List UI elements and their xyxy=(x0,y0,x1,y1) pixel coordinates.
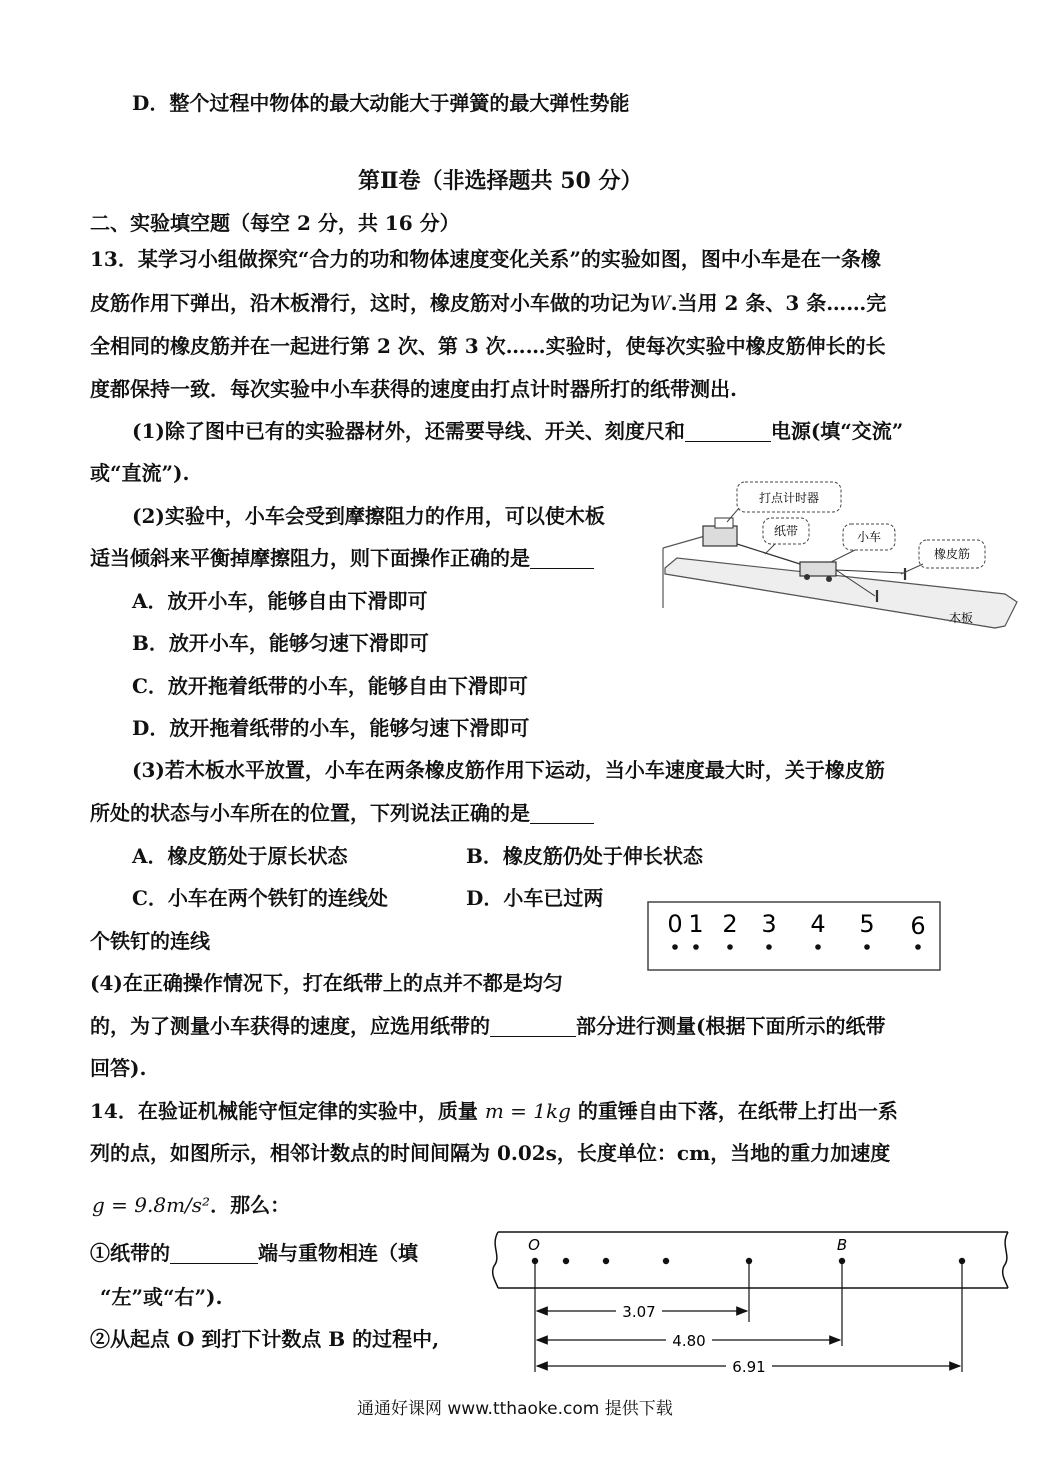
tape1-label-3: 3 xyxy=(761,910,777,938)
part3-option-a: A．橡皮筋处于原长状态 xyxy=(132,844,348,868)
part3-option-c: C．小车在两个铁钉的连线处 xyxy=(132,886,388,910)
q13-line-1: 13．某学习小组做探究“合力的功和物体速度变化关系”的实验如图，图中小车是在一条橡 xyxy=(90,247,881,271)
part2-line-1: (2)实验中，小车会受到摩擦阻力的作用，可以使木板 xyxy=(132,504,605,528)
tape-strip xyxy=(737,544,800,564)
answer-blank[interactable] xyxy=(530,803,594,824)
footer-text: 通通好课网 www.tthaoke.com 提供下载 xyxy=(357,1399,673,1419)
apparatus-figure xyxy=(655,478,1023,643)
q14-sub2-line: ②从起点 O 到打下计数点 B 的过程中, xyxy=(90,1327,440,1351)
part3-line-2 xyxy=(90,800,594,826)
tape2-dot xyxy=(663,1258,669,1264)
gravity-formula: g = 9.8m/s² xyxy=(92,1193,211,1217)
tape1-label-6: 6 xyxy=(910,912,926,940)
part4-line-3: 回答). xyxy=(90,1056,147,1080)
q13-line-2b: .当用 2 条、3 条……完 xyxy=(670,291,887,315)
part2-option-a: A．放开小车，能够自由下滑即可 xyxy=(132,589,428,613)
part3-option-b: B．橡皮筋仍处于伸长状态 xyxy=(466,844,703,868)
q13-line-2 xyxy=(90,290,886,316)
part2-line-2 xyxy=(90,545,594,571)
measurement-ob3: 6.91 xyxy=(732,1358,766,1376)
measurement-ob2: 4.80 xyxy=(672,1332,706,1350)
answer-blank[interactable] xyxy=(685,421,771,442)
part1-line-2: 或“直流”). xyxy=(90,461,190,485)
q14-text-b: 的重锤自由下落，在纸带上打出一系 xyxy=(577,1099,898,1123)
q14-sub1-text-a: ①纸带的 xyxy=(90,1241,170,1265)
label-rubber-band: 橡皮筋 xyxy=(933,547,971,561)
part1-line xyxy=(132,418,903,444)
q14-text-a: 14．在验证机械能守恒定律的实验中，质量 xyxy=(90,1099,478,1123)
mass-formula: m = 1kg xyxy=(484,1099,571,1123)
tape1-dot xyxy=(815,944,821,950)
part4-text-a: 的，为了测量小车获得的速度，应选用纸带的 xyxy=(90,1014,490,1038)
answer-blank[interactable] xyxy=(490,1016,576,1037)
tape-figure-1 xyxy=(646,900,942,972)
option-d-prev: D．整个过程中物体的最大动能大于弹簧的最大弹性势能 xyxy=(132,91,630,115)
tape1-dot xyxy=(915,944,921,950)
tape2-label-o: O xyxy=(528,1236,540,1254)
q14-text-c: ．那么： xyxy=(210,1193,291,1217)
part2-option-d: D．放开拖着纸带的小车，能够匀速下滑即可 xyxy=(132,716,530,740)
label-tape: 纸带 xyxy=(773,524,799,538)
q13-line-2a: 皮筋作用下弹出，沿木板滑行，这时，橡皮筋对小车做的功记为 xyxy=(90,291,650,315)
part3-text: 所处的状态与小车所在的位置，下列说法正确的是 xyxy=(90,801,530,825)
tape1-dot xyxy=(766,944,772,950)
part3-option-d-cont: 个铁钉的连线 xyxy=(90,929,210,953)
tape-figure-2 xyxy=(488,1226,1024,1378)
label-timer: 打点计时器 xyxy=(758,491,820,505)
tape2-label-b: B xyxy=(836,1236,848,1254)
part2-text: 适当倾斜来平衡掉摩擦阻力，则下面操作正确的是 xyxy=(90,546,530,570)
answer-blank[interactable] xyxy=(170,1243,258,1264)
part4-line-2 xyxy=(90,1013,885,1039)
tape1-label-5: 5 xyxy=(859,910,875,938)
tape1-dot xyxy=(727,944,733,950)
q14-sub1-text-b: 端与重物相连（填 xyxy=(258,1241,418,1265)
tape1-label-0: 0 xyxy=(667,910,683,938)
section-heading: 二、实验填空题（每空 2 分，共 16 分） xyxy=(90,211,460,235)
q14-sub1-line-2: “左”或“右”). xyxy=(100,1285,223,1309)
tape1-label-1: 1 xyxy=(688,910,704,938)
tape2-dot xyxy=(563,1258,569,1264)
part2-option-c: C．放开拖着纸带的小车，能够自由下滑即可 xyxy=(132,674,528,698)
tape1-label-2: 2 xyxy=(722,910,738,938)
part3-line-1: (3)若木板水平放置，小车在两条橡皮筋作用下运动，当小车速度最大时，关于橡皮筋 xyxy=(132,758,885,782)
section-title: 第Ⅱ卷（非选择题共 50 分） xyxy=(358,168,643,194)
q13-line-3: 全相同的橡皮筋并在一起进行第 2 次、第 3 次……实验时，使每次实验中橡皮筋伸长的长 xyxy=(90,334,886,358)
part1-text-a: (1)除了图中已有的实验器材外，还需要导线、开关、刻度尺和 xyxy=(132,419,685,443)
label-board: 木板 xyxy=(948,611,974,625)
q14-sub1-line-1 xyxy=(90,1240,418,1266)
q14-line-1 xyxy=(90,1098,898,1124)
part3-option-d: D．小车已过两 xyxy=(466,886,604,910)
part4-text-b: 部分进行测量(根据下面所示的纸带 xyxy=(576,1014,886,1038)
q14-line-2: 列的点，如图所示，相邻计数点的时间间隔为 0.02s，长度单位：cm，当地的重力加速度 xyxy=(90,1141,891,1165)
car-shape xyxy=(800,562,836,576)
part1-text-b: 电源(填“交流” xyxy=(770,419,904,443)
work-variable: W xyxy=(650,291,671,315)
answer-blank[interactable] xyxy=(530,548,594,569)
label-car: 小车 xyxy=(856,530,882,544)
q13-line-4: 度都保持一致．每次实验中小车获得的速度由打点计时器所打的纸带测出. xyxy=(90,377,737,401)
tape1-label-4: 4 xyxy=(810,910,826,938)
part2-option-b: B．放开小车，能够匀速下滑即可 xyxy=(132,631,429,655)
q14-line-3 xyxy=(92,1192,290,1218)
timer-device xyxy=(703,526,737,546)
part4-line-1: (4)在正确操作情况下，打在纸带上的点并不都是均匀 xyxy=(90,971,563,995)
tape2-dot xyxy=(603,1258,609,1264)
tape1-dot xyxy=(672,944,678,950)
tape1-dot xyxy=(864,944,870,950)
tape1-dot xyxy=(693,944,699,950)
measurement-ob1: 3.07 xyxy=(622,1303,656,1321)
